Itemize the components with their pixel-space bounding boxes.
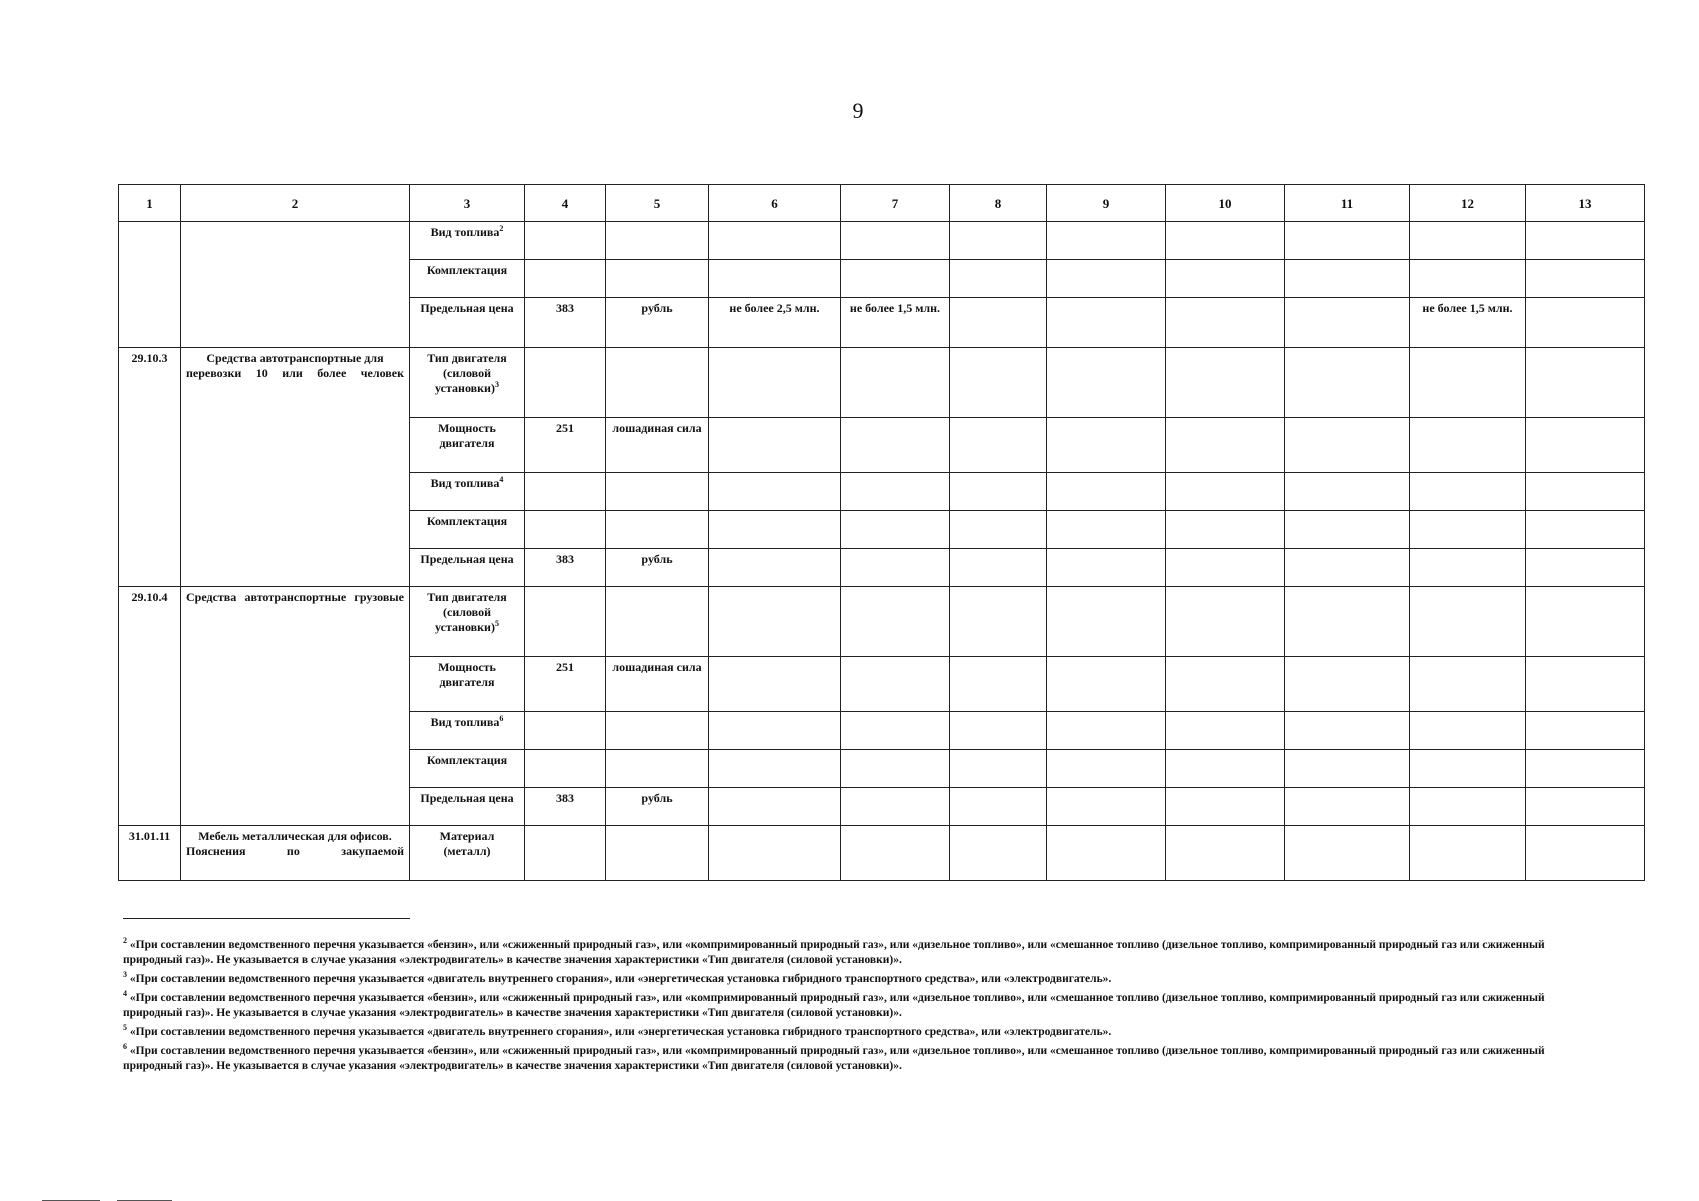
value-cell — [950, 788, 1047, 826]
value-cell — [1526, 260, 1645, 298]
value-cell — [709, 222, 841, 260]
item-name-cell: Мебель металлическая для офисов. Пояснения по закупаемой — [181, 826, 410, 881]
value-cell — [1285, 473, 1410, 511]
okei-code-cell — [525, 473, 606, 511]
footnote-ref: 3 — [494, 380, 499, 389]
value-cell — [1047, 750, 1166, 788]
value-cell — [1166, 348, 1285, 418]
value-cell — [1047, 418, 1166, 473]
characteristic-label: Предельная цена — [420, 791, 514, 805]
value-cell — [1166, 473, 1285, 511]
value-cell — [1047, 788, 1166, 826]
characteristic-cell — [410, 348, 525, 418]
value-cell — [1285, 511, 1410, 549]
value-cell — [1526, 788, 1645, 826]
unit-name-cell — [606, 260, 709, 298]
value-cell — [1410, 473, 1526, 511]
value-cell — [1526, 549, 1645, 587]
value-cell — [1410, 418, 1526, 473]
okei-code-cell: 251 — [525, 418, 606, 473]
value-cell — [841, 511, 950, 549]
okpd-code-cell — [119, 222, 181, 348]
value-cell — [709, 549, 841, 587]
value-cell — [950, 826, 1047, 881]
characteristic-cell — [410, 657, 525, 712]
okei-code-cell — [525, 750, 606, 788]
value-cell — [1410, 657, 1526, 712]
characteristic-label: Комплектация — [426, 753, 508, 767]
value-cell — [709, 418, 841, 473]
characteristic-cell — [410, 750, 525, 788]
characteristic-cell — [410, 587, 525, 657]
value-cell — [841, 473, 950, 511]
column-number: 6 — [709, 185, 841, 222]
footnote — [123, 1044, 1563, 1074]
value-cell — [841, 222, 950, 260]
table-row — [119, 222, 1645, 260]
footnote-text: «При составлении ведомственного перечня указывается «бензин», или «сжиженный природный газ», или «компримированный природный газ», или «дизельное топливо», или «смешанное топливо (дизельное топливо, компримированный природный газ или сжиженный природный газ)». Не указывается в случае указания «электродвигатель» в качестве значения характеристики «Тип двигателя (силовой установки)». — [123, 992, 1545, 1019]
column-number: 4 — [525, 185, 606, 222]
characteristic-cell — [410, 788, 525, 826]
footnote-number: 6 — [123, 1042, 127, 1052]
item-name-cell — [181, 222, 410, 348]
value-cell — [1166, 549, 1285, 587]
okei-code-cell — [525, 587, 606, 657]
value-cell — [1285, 348, 1410, 418]
value-cell — [1410, 511, 1526, 549]
value-cell — [1047, 657, 1166, 712]
value-cell — [1285, 712, 1410, 750]
value-cell — [709, 587, 841, 657]
value-cell — [1285, 826, 1410, 881]
value-cell — [950, 511, 1047, 549]
column-number: 9 — [1047, 185, 1166, 222]
value-cell — [950, 222, 1047, 260]
column-number: 12 — [1410, 185, 1526, 222]
value-cell — [1526, 348, 1645, 418]
value-cell — [1166, 750, 1285, 788]
okei-code-cell — [525, 222, 606, 260]
characteristic-label: Материал (металл) — [439, 829, 495, 858]
unit-name-cell: рубль — [606, 788, 709, 826]
unit-name-cell — [606, 473, 709, 511]
column-number-row — [119, 185, 1645, 222]
page-number: 9 — [852, 98, 864, 123]
value-cell — [1410, 222, 1526, 260]
footnote — [123, 1025, 1563, 1040]
value-cell — [950, 657, 1047, 712]
value-cell — [950, 750, 1047, 788]
okei-code-cell — [525, 511, 606, 549]
column-number: 7 — [841, 185, 950, 222]
value-cell — [950, 348, 1047, 418]
characteristic-label: Предельная цена — [420, 301, 514, 315]
value-cell — [1166, 418, 1285, 473]
value-cell — [1285, 298, 1410, 348]
value-cell — [1526, 222, 1645, 260]
value-cell — [709, 712, 841, 750]
characteristics-table — [118, 184, 1645, 881]
value-cell — [1526, 511, 1645, 549]
value-cell — [1047, 222, 1166, 260]
footnote-ref: 6 — [499, 714, 504, 723]
value-cell — [950, 298, 1047, 348]
value-cell — [1526, 712, 1645, 750]
okei-code-cell: 383 — [525, 549, 606, 587]
characteristic-label: Комплектация — [426, 514, 508, 528]
footnote-text: «При составлении ведомственного перечня указывается «двигатель внутреннего сгорания», или «энергетическая установка гибридного транспортного средства», или «электродвигатель». — [129, 1026, 1112, 1038]
value-cell — [841, 788, 950, 826]
characteristic-cell — [410, 712, 525, 750]
footnote — [123, 972, 1563, 987]
column-number: 13 — [1526, 185, 1645, 222]
column-number: 10 — [1166, 185, 1285, 222]
value-cell — [1047, 712, 1166, 750]
column-number: 8 — [950, 185, 1047, 222]
value-cell — [1410, 587, 1526, 657]
footnote — [123, 938, 1563, 968]
value-cell — [709, 473, 841, 511]
value-cell — [1166, 511, 1285, 549]
characteristic-label: Вид топлива — [430, 715, 500, 729]
value-cell — [841, 826, 950, 881]
value-cell — [1285, 657, 1410, 712]
column-number: 1 — [119, 185, 181, 222]
value-cell — [1047, 587, 1166, 657]
okei-code-cell — [525, 348, 606, 418]
unit-name-cell — [606, 587, 709, 657]
okei-code-cell — [525, 712, 606, 750]
unit-name-cell — [606, 826, 709, 881]
value-cell — [841, 348, 950, 418]
value-cell — [950, 260, 1047, 298]
unit-name-cell: лошадиная сила — [606, 418, 709, 473]
unit-name-cell — [606, 750, 709, 788]
characteristic-label: Мощность двигателя — [438, 421, 496, 450]
footnote-ref: 2 — [499, 224, 504, 233]
footnote-number: 5 — [123, 1023, 127, 1033]
footnote-number: 4 — [123, 989, 127, 999]
value-cell: не более 1,5 млн. — [1410, 298, 1526, 348]
column-number: 11 — [1285, 185, 1410, 222]
characteristic-cell — [410, 549, 525, 587]
value-cell — [1526, 750, 1645, 788]
unit-name-cell — [606, 712, 709, 750]
value-cell — [1166, 712, 1285, 750]
table-row — [119, 587, 1645, 657]
value-cell — [1526, 826, 1645, 881]
unit-name-cell — [606, 348, 709, 418]
value-cell — [1047, 549, 1166, 587]
item-name-cell: Средства автотранспортные для перевозки 10 или более человек — [181, 348, 410, 587]
value-cell — [841, 260, 950, 298]
value-cell — [1047, 260, 1166, 298]
value-cell — [1410, 788, 1526, 826]
characteristic-cell — [410, 222, 525, 260]
value-cell — [841, 750, 950, 788]
value-cell — [1047, 298, 1166, 348]
value-cell — [1526, 418, 1645, 473]
value-cell — [1410, 348, 1526, 418]
value-cell — [1166, 657, 1285, 712]
okpd-code-cell: 29.10.3 — [119, 348, 181, 587]
value-cell — [709, 750, 841, 788]
unit-name-cell — [606, 222, 709, 260]
value-cell — [1047, 826, 1166, 881]
value-cell — [1410, 549, 1526, 587]
okpd-code-cell: 29.10.4 — [119, 587, 181, 826]
value-cell — [841, 549, 950, 587]
footnote-text: «При составлении ведомственного перечня указывается «двигатель внутреннего сгорания», или «энергетическая установка гибридного транспортного средства», или «электродвигатель». — [129, 973, 1112, 985]
characteristic-cell — [410, 298, 525, 348]
okei-code-cell — [525, 260, 606, 298]
value-cell — [1285, 587, 1410, 657]
footnote-ref: 5 — [494, 619, 499, 628]
value-cell — [1166, 298, 1285, 348]
value-cell — [709, 788, 841, 826]
value-cell: не более 2,5 млн. — [709, 298, 841, 348]
value-cell — [1166, 222, 1285, 260]
value-cell — [1526, 657, 1645, 712]
value-cell — [709, 657, 841, 712]
value-cell — [709, 348, 841, 418]
value-cell — [950, 473, 1047, 511]
value-cell — [1285, 418, 1410, 473]
characteristic-cell — [410, 826, 525, 881]
value-cell — [1410, 260, 1526, 298]
value-cell — [1166, 260, 1285, 298]
value-cell — [1526, 473, 1645, 511]
unit-name-cell: лошадиная сила — [606, 657, 709, 712]
footnote-separator — [123, 918, 410, 919]
table-body — [119, 185, 1645, 881]
okei-code-cell: 251 — [525, 657, 606, 712]
value-cell — [950, 418, 1047, 473]
value-cell — [841, 418, 950, 473]
value-cell — [1285, 260, 1410, 298]
value-cell — [950, 549, 1047, 587]
footnote-number: 2 — [123, 936, 127, 946]
value-cell — [1285, 549, 1410, 587]
characteristic-label: Вид топлива — [430, 476, 500, 490]
okpd-code-cell: 31.01.11 — [119, 826, 181, 881]
characteristic-cell — [410, 511, 525, 549]
table-row — [119, 348, 1645, 418]
characteristic-label: Вид топлива — [430, 225, 500, 239]
item-name-cell: Средства автотранспортные грузовые — [181, 587, 410, 826]
unit-name-cell: рубль — [606, 549, 709, 587]
footnote-text: «При составлении ведомственного перечня указывается «бензин», или «сжиженный природный газ», или «компримированный природный газ», или «дизельное топливо», или «смешанное топливо (дизельное топливо, компримированный природный газ или сжиженный природный газ)». Не указывается в случае указания «электродвигатель» в качестве значения характеристики «Тип двигателя (силовой установки)». — [123, 939, 1545, 966]
characteristic-label: Тип двигателя (силовой установки) — [427, 590, 507, 634]
value-cell — [709, 511, 841, 549]
value-cell — [1526, 587, 1645, 657]
characteristic-cell — [410, 260, 525, 298]
value-cell — [950, 712, 1047, 750]
value-cell — [1047, 511, 1166, 549]
okei-code-cell — [525, 826, 606, 881]
value-cell — [950, 587, 1047, 657]
value-cell: не более 1,5 млн. — [841, 298, 950, 348]
characteristic-label: Тип двигателя (силовой установки) — [427, 351, 507, 395]
unit-name-cell — [606, 511, 709, 549]
okei-code-cell: 383 — [525, 788, 606, 826]
column-number: 3 — [410, 185, 525, 222]
value-cell — [1166, 788, 1285, 826]
characteristic-cell — [410, 473, 525, 511]
value-cell — [1166, 826, 1285, 881]
footnote-number: 3 — [123, 970, 127, 980]
value-cell — [1526, 298, 1645, 348]
value-cell — [1047, 348, 1166, 418]
value-cell — [841, 657, 950, 712]
footnote-ref: 4 — [499, 475, 504, 484]
value-cell — [1285, 222, 1410, 260]
footnote-text: «При составлении ведомственного перечня указывается «бензин», или «сжиженный природный газ», или «компримированный природный газ», или «дизельное топливо», или «смешанное топливо (дизельное топливо, компримированный природный газ или сжиженный природный газ)». Не указывается в случае указания «электродвигатель» в качестве значения характеристики «Тип двигателя (силовой установки)». — [123, 1045, 1545, 1072]
characteristic-label: Мощность двигателя — [438, 660, 496, 689]
value-cell — [841, 712, 950, 750]
value-cell — [1166, 587, 1285, 657]
unit-name-cell: рубль — [606, 298, 709, 348]
characteristic-label: Предельная цена — [420, 552, 514, 566]
value-cell — [709, 260, 841, 298]
column-number: 5 — [606, 185, 709, 222]
column-number: 2 — [181, 185, 410, 222]
table-row — [119, 826, 1645, 881]
value-cell — [709, 826, 841, 881]
characteristic-label: Комплектация — [426, 263, 508, 277]
value-cell — [1410, 712, 1526, 750]
value-cell — [841, 587, 950, 657]
value-cell — [1047, 473, 1166, 511]
value-cell — [1285, 788, 1410, 826]
characteristic-cell — [410, 418, 525, 473]
footnotes — [123, 938, 1563, 1078]
footnote — [123, 991, 1563, 1021]
value-cell — [1410, 826, 1526, 881]
okei-code-cell: 383 — [525, 298, 606, 348]
value-cell — [1285, 750, 1410, 788]
value-cell — [1410, 750, 1526, 788]
